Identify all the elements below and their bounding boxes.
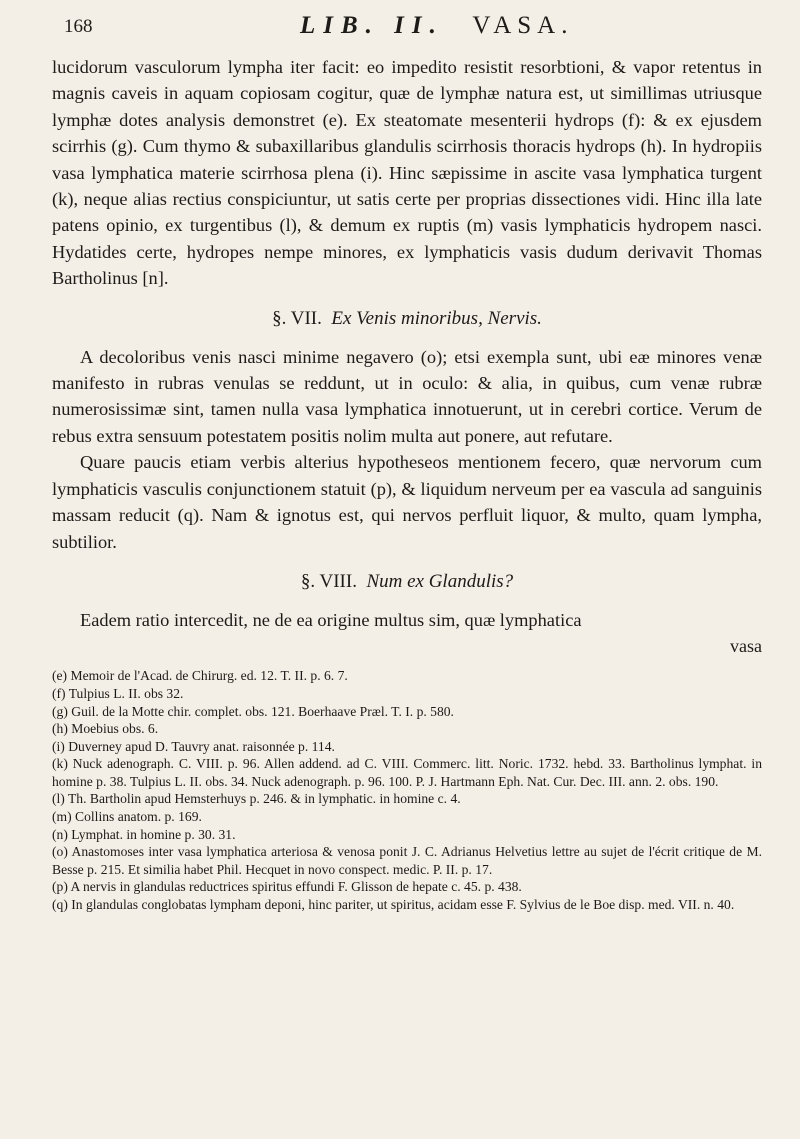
section-title: Ex Venis minoribus, Nervis. xyxy=(331,307,542,329)
footnote: (n) Lymphat. in homine p. 30. 31. xyxy=(52,826,236,842)
running-title xyxy=(300,12,573,40)
footnote: (i) Duverney apud D. Tauvry anat. raisonnée p. 114. xyxy=(52,738,335,754)
footnote: (l) Th. Bartholin apud Hemsterhuys p. 246. & in lymphatic. in homine c. 4. xyxy=(52,791,461,807)
footnote: (m) Collins anatom. p. 169. xyxy=(52,809,202,825)
section-title: Num ex Glandulis? xyxy=(366,570,514,592)
page-number: 168 xyxy=(64,16,93,37)
footnote: (k) Nuck adenograph. C. VIII. p. 96. Allen addend. ad C. VIII. Commerc. litt. Noric. 1732. hebd. 33. Bartholinus lymphat. in homine p. 38. Tulpius L. II. obs. 34. Nuck adenograph. p. 96. 100. P. J. Hartmann Eph. Nat. Cur. Dec. III. ann. 2. obs. 190. xyxy=(52,756,762,789)
footnote: (f) Tulpius L. II. obs 32. xyxy=(52,685,184,701)
section-heading-8 xyxy=(52,569,762,595)
catchword: vasa xyxy=(730,636,762,657)
section-heading-7 xyxy=(52,306,762,332)
footnote: (e) Memoir de l'Acad. de Chirurg. ed. 12. T. II. p. 6. 7. xyxy=(52,668,348,684)
footnote: (g) Guil. de la Motte chir. complet. obs. 121. Boerhaave Præl. T. I. p. 580. xyxy=(52,703,454,719)
paragraph: A decoloribus venis nasci minime negavero (o); etsi exempla sunt, ubi eæ minores venæ manifesto in rubras venulas se reddunt, ut in oculo: & alia, in quibus, cum venæ rubræ numerosissimæ sint, tamen nulla vasa lymphatica innotuerunt, ut in cerebri cortice. Verum de rebus extra sensuum potestatem positis nolim multa aut ponere, aut refutare. xyxy=(52,346,762,446)
paragraph: Quare paucis etiam verbis alterius hypotheseos mentionem fecero, quæ nervorum cum lymphaticis vasculis conjunctionem statuit (p), & liquidum nerveum per ea vascula ad sanguinis massam reducit (q). Nam & ignotus est, qui nervos perfluit liquor, & multo, quam lympha, subtilior. xyxy=(52,452,762,552)
page-header xyxy=(52,0,762,54)
footnotes xyxy=(52,667,762,913)
footnote: (p) A nervis in glandulas reductrices spiritus effundi F. Glisson de hepate c. 45. p. 438. xyxy=(52,879,522,895)
section-number: §. VIII. xyxy=(300,570,357,592)
section-number: §. VII. xyxy=(272,307,322,329)
paragraph: Eadem ratio intercedit, ne de ea origine multus sim, quæ lymphatica xyxy=(80,609,582,630)
paragraph: lucidorum vasculorum lympha iter facit: eo impedito resistit resorbtioni, & vapor retentus in magnis caveis in aquam copiosam cogitur, quæ de lymphæ natura est, ut simillimas utriusque lymphæ dotes analysis demonstret (e). Ex steatomate mesenterii hydrops (f): & ex ejusdem scirrhis (g). Cum thymo & subaxillaribus glandulis scirrhosis thoracis hydrops (h). In hydropiis vasa lymphatica materie scirrhosa plena (i). Hinc sæpissime in ascite vasa lymphatica turgent (k), neque alias rectius conspiciuntur, ut satis certe per proprias dissectiones vidi. Hinc illa late patens opinio, ex turgentibus (l), & demum ex ruptis (m) vasis lymphaticis hydropem nasci. Hydatides certe, hydropes nempe minores, ex lymphaticis vasis dudum derivavit Thomas Bartholinus [n]. xyxy=(52,57,762,289)
running-title-subject: VASA. xyxy=(472,12,574,39)
main-text xyxy=(52,54,762,657)
footnote: (o) Anastomoses inter vasa lymphatica arteriosa & venosa ponit J. C. Adrianus Helvetius lettre au sujet de l'écrit critique de M. Besse p. 215. Et similia habet Phil. Hecquet in novo conspect. medic. P. II. p. 17. xyxy=(52,844,762,877)
running-title-book: LIB. II. xyxy=(300,12,444,39)
footnote: (q) In glandulas conglobatas lympham deponi, hinc pariter, ut spiritus, acidam esse F. Sylvius de le Boe disp. med. VII. n. 40. xyxy=(52,897,735,913)
footnote: (h) Moebius obs. 6. xyxy=(52,721,159,737)
